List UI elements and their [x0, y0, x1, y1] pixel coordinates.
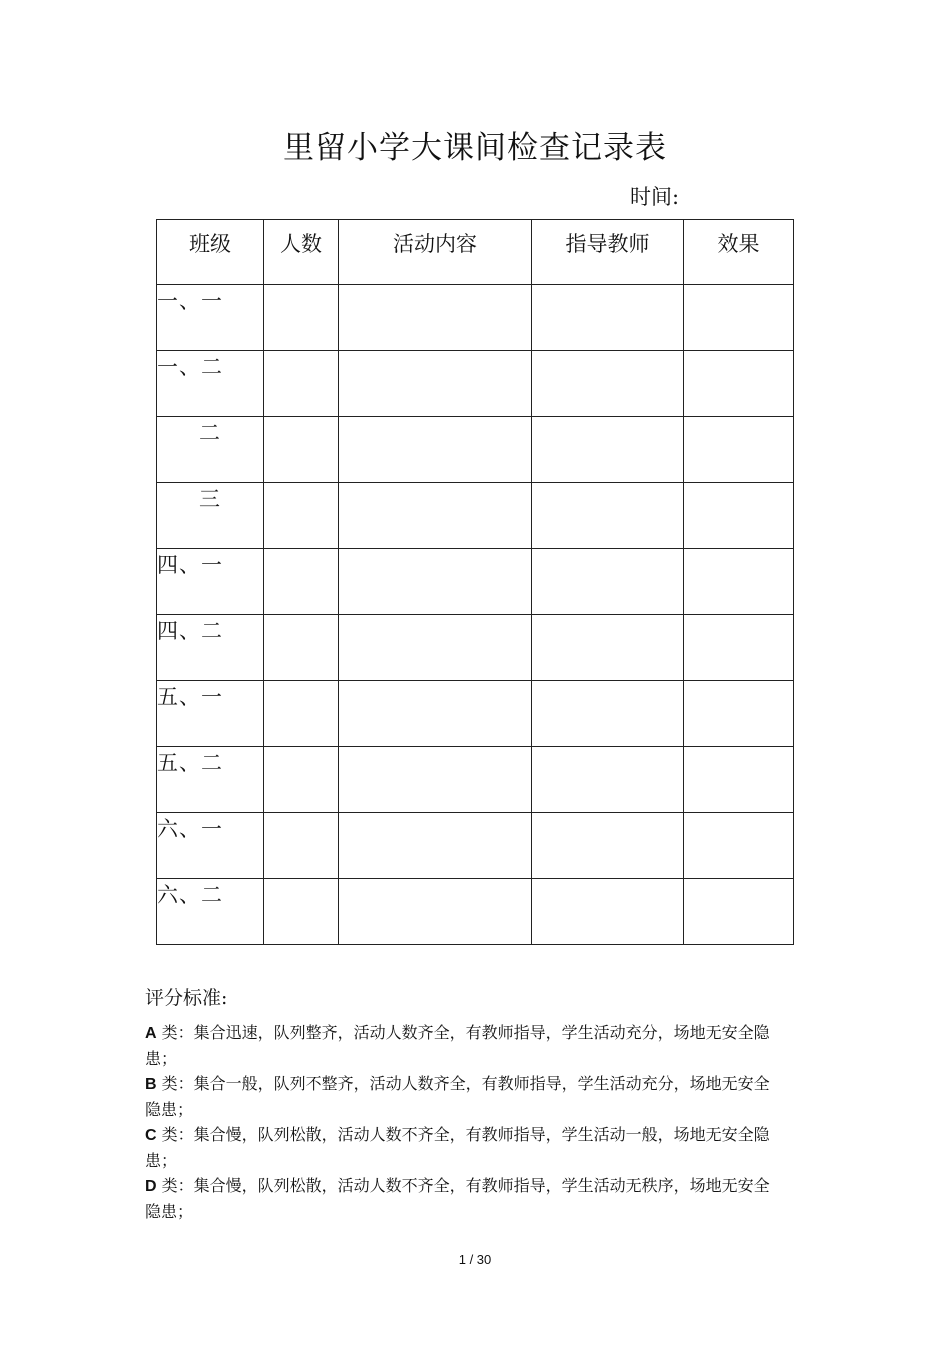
- criteria-item-a: [145, 1020, 785, 1071]
- cell-class: 一、二: [157, 351, 264, 417]
- cell-activity[interactable]: [339, 285, 532, 351]
- table-row: [157, 351, 794, 417]
- cell-activity[interactable]: [339, 483, 532, 549]
- cell-count[interactable]: [264, 681, 339, 747]
- page-title: 里留小学大课间检查记录表: [283, 130, 667, 166]
- cell-effect[interactable]: [684, 417, 794, 483]
- criteria-item-d: [145, 1173, 785, 1224]
- cell-class: 三: [157, 483, 264, 549]
- cell-count[interactable]: [264, 417, 339, 483]
- cell-teacher[interactable]: [532, 483, 684, 549]
- table-row: [157, 483, 794, 549]
- criteria-text: 类：集合迅速，队列整齐，活动人数齐全，有教师指导，学生活动充分，场地无安全隐患；: [145, 1023, 770, 1068]
- cell-class: 二: [157, 417, 264, 483]
- time-label: 时间:: [630, 185, 680, 209]
- cell-teacher[interactable]: [532, 351, 684, 417]
- header-count: 人数: [264, 220, 339, 285]
- table-row: [157, 747, 794, 813]
- cell-teacher[interactable]: [532, 285, 684, 351]
- cell-count[interactable]: [264, 285, 339, 351]
- header-effect: 效果: [684, 220, 794, 285]
- cell-count[interactable]: [264, 549, 339, 615]
- table-body: [157, 285, 794, 945]
- cell-teacher[interactable]: [532, 747, 684, 813]
- cell-teacher[interactable]: [532, 417, 684, 483]
- table-row: [157, 879, 794, 945]
- table-row: [157, 549, 794, 615]
- criteria-tag: B: [145, 1076, 157, 1093]
- header-class: 班级: [157, 220, 264, 285]
- cell-activity[interactable]: [339, 417, 532, 483]
- criteria-tag: C: [145, 1127, 157, 1144]
- cell-activity[interactable]: [339, 879, 532, 945]
- header-teacher: 指导教师: [532, 220, 684, 285]
- cell-activity[interactable]: [339, 351, 532, 417]
- table-row: [157, 285, 794, 351]
- cell-count[interactable]: [264, 483, 339, 549]
- cell-count[interactable]: [264, 813, 339, 879]
- cell-effect[interactable]: [684, 747, 794, 813]
- cell-teacher[interactable]: [532, 615, 684, 681]
- page-number: 1 / 30: [458, 1252, 492, 1267]
- cell-effect[interactable]: [684, 681, 794, 747]
- cell-activity[interactable]: [339, 681, 532, 747]
- cell-class: 四、二: [157, 615, 264, 681]
- criteria-list: [145, 1020, 785, 1224]
- criteria-text: 类：集合一般，队列不整齐，活动人数齐全，有教师指导，学生活动充分，场地无安全隐患；: [145, 1074, 770, 1119]
- cell-effect[interactable]: [684, 351, 794, 417]
- criteria-tag: D: [145, 1178, 157, 1195]
- cell-activity[interactable]: [339, 615, 532, 681]
- cell-class: 六、二: [157, 879, 264, 945]
- cell-class: 五、一: [157, 681, 264, 747]
- criteria-item-c: [145, 1122, 785, 1173]
- cell-teacher[interactable]: [532, 879, 684, 945]
- table-row: [157, 615, 794, 681]
- cell-count[interactable]: [264, 615, 339, 681]
- cell-teacher[interactable]: [532, 681, 684, 747]
- cell-activity[interactable]: [339, 549, 532, 615]
- cell-count[interactable]: [264, 879, 339, 945]
- cell-effect[interactable]: [684, 813, 794, 879]
- table-row: [157, 813, 794, 879]
- cell-class: 五、二: [157, 747, 264, 813]
- inspection-record-table: [156, 219, 794, 945]
- cell-activity[interactable]: [339, 813, 532, 879]
- cell-teacher[interactable]: [532, 813, 684, 879]
- cell-effect[interactable]: [684, 615, 794, 681]
- cell-effect[interactable]: [684, 483, 794, 549]
- criteria-tag: A: [145, 1025, 157, 1042]
- table-row: [157, 681, 794, 747]
- cell-count[interactable]: [264, 747, 339, 813]
- cell-class: 四、一: [157, 549, 264, 615]
- criteria-item-b: [145, 1071, 785, 1122]
- criteria-text: 类：集合慢，队列松散，活动人数不齐全，有教师指导，学生活动一般，场地无安全隐患；: [145, 1125, 770, 1170]
- cell-effect[interactable]: [684, 285, 794, 351]
- header-activity: 活动内容: [339, 220, 532, 285]
- criteria-text: 类：集合慢，队列松散，活动人数不齐全，有教师指导，学生活动无秩序，场地无安全隐患；: [145, 1176, 770, 1221]
- cell-activity[interactable]: [339, 747, 532, 813]
- cell-teacher[interactable]: [532, 549, 684, 615]
- table-row: [157, 417, 794, 483]
- cell-effect[interactable]: [684, 879, 794, 945]
- table-header-row: [157, 220, 794, 285]
- cell-class: 六、一: [157, 813, 264, 879]
- cell-effect[interactable]: [684, 549, 794, 615]
- cell-count[interactable]: [264, 351, 339, 417]
- criteria-heading: 评分标准:: [145, 987, 228, 1009]
- cell-class: 一、一: [157, 285, 264, 351]
